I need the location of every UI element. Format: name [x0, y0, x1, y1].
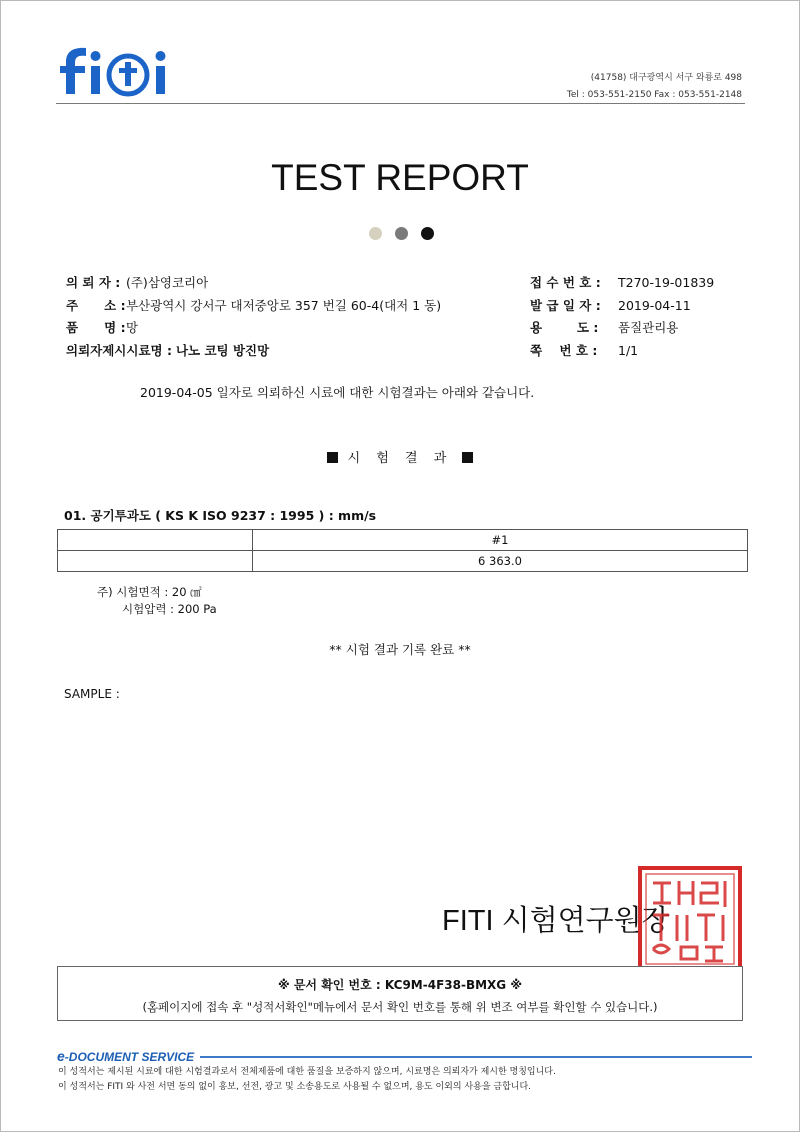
info-label: 품 명 :: [66, 320, 126, 335]
dot-icon: [395, 227, 408, 240]
info-label: 쪽 번 호 :: [530, 342, 598, 358]
note-line: 시험압력 : 200 Pa: [122, 602, 217, 616]
section-title-text: 시 험 결 과: [347, 451, 453, 466]
official-seal: [637, 865, 743, 973]
info-label: 의 뢰 자 :: [66, 275, 121, 290]
info-label: 용 도 :: [530, 320, 599, 335]
verification-number: ※ 문서 확인 번호 : KC9M-4F38-BMXG ※: [277, 978, 522, 992]
dot-icon: [421, 227, 434, 240]
info-value: 부산광역시 강서구 대저중앙로 357 번길 60-4(대저 1 동): [125, 297, 442, 313]
info-label: 의뢰자제시시료명 :: [66, 342, 172, 358]
title-dots: [369, 227, 439, 241]
intro-text: 2019-04-05 일자로 의뢰하신 시료에 대한 시험결과는 아래와 같습니다.: [140, 385, 535, 400]
fiti-logo: [54, 42, 184, 100]
contact-line: Tel : 053-551-2150 Fax : 053-551-2148: [566, 90, 742, 100]
info-value: 1/1: [618, 342, 639, 358]
disclaimer-line: 이 성적서는 제시된 시료에 대한 시험결과로서 전체제품에 대한 품질을 보증하지 않으며, 시료명은 의뢰자가 제시한 명칭입니다.: [58, 1067, 556, 1077]
info-row: [66, 340, 441, 363]
dot-icon: [369, 227, 382, 240]
header-address: [567, 70, 742, 104]
edocument-prefix: e: [57, 1048, 65, 1064]
signer-name: FITI 시험연구원장: [442, 905, 670, 937]
note-line: 주) 시험면적 : 20 ㎠: [97, 585, 202, 599]
results-table: [57, 529, 748, 572]
info-row: [530, 272, 714, 295]
info-value: (주)삼영코리아: [125, 275, 209, 290]
client-info: [66, 272, 441, 362]
verification-box: [57, 966, 743, 1021]
verification-instructions: (홈페이지에 접속 후 "성적서확인"메뉴에서 문서 확인 번호를 통해 위 변조 여부를 확인할 수 있습니다.): [142, 1000, 658, 1014]
table-row: [58, 530, 748, 551]
info-value: 망: [125, 320, 139, 335]
footer-divider: [200, 1056, 752, 1058]
square-icon: [327, 452, 338, 463]
square-icon: [462, 452, 473, 463]
info-row: [530, 317, 714, 340]
table-header-cell: #1: [253, 530, 748, 551]
info-row: [66, 272, 441, 295]
info-row: [530, 340, 714, 363]
report-info: [530, 272, 714, 362]
info-row: [66, 295, 441, 318]
info-value: T270-19-01839: [618, 275, 715, 290]
sample-label: SAMPLE :: [64, 687, 120, 701]
info-row: [530, 295, 714, 318]
header-divider: [56, 103, 745, 104]
section-heading: [0, 447, 800, 466]
table-row: [58, 551, 748, 572]
document-title: TEST REPORT: [271, 157, 529, 198]
edocument-label: -DOCUMENT SERVICE: [64, 1050, 195, 1064]
info-label: 발 급 일 자 :: [530, 297, 601, 313]
footer-disclaimer: [58, 1065, 556, 1095]
disclaimer-line: 이 성적서는 FITI 와 사전 서면 동의 없이 홍보, 선전, 광고 및 소송용도로 사용될 수 없으며, 용도 이외의 사용을 금합니다.: [58, 1082, 532, 1092]
table-cell: [58, 530, 253, 551]
address-line: (41758) 대구광역시 서구 와룡로 498: [590, 73, 742, 83]
table-cell: [58, 551, 253, 572]
info-value: 나노 코팅 방진망: [175, 342, 270, 358]
info-label: 접 수 번 호 :: [530, 275, 601, 290]
test-notes: [97, 584, 217, 618]
table-value-cell: 6 363.0: [253, 551, 748, 572]
completion-text: ** 시험 결과 기록 완료 **: [329, 642, 471, 657]
info-value: 품질관리용: [618, 320, 679, 335]
info-label: 주 소 :: [66, 297, 126, 313]
test-heading: 01. 공기투과도 ( KS K ISO 9237 : 1995 ) : mm/s: [64, 508, 377, 523]
info-value: 2019-04-11: [618, 297, 691, 313]
info-row: [66, 317, 441, 340]
edocument-brand: [57, 1048, 194, 1064]
